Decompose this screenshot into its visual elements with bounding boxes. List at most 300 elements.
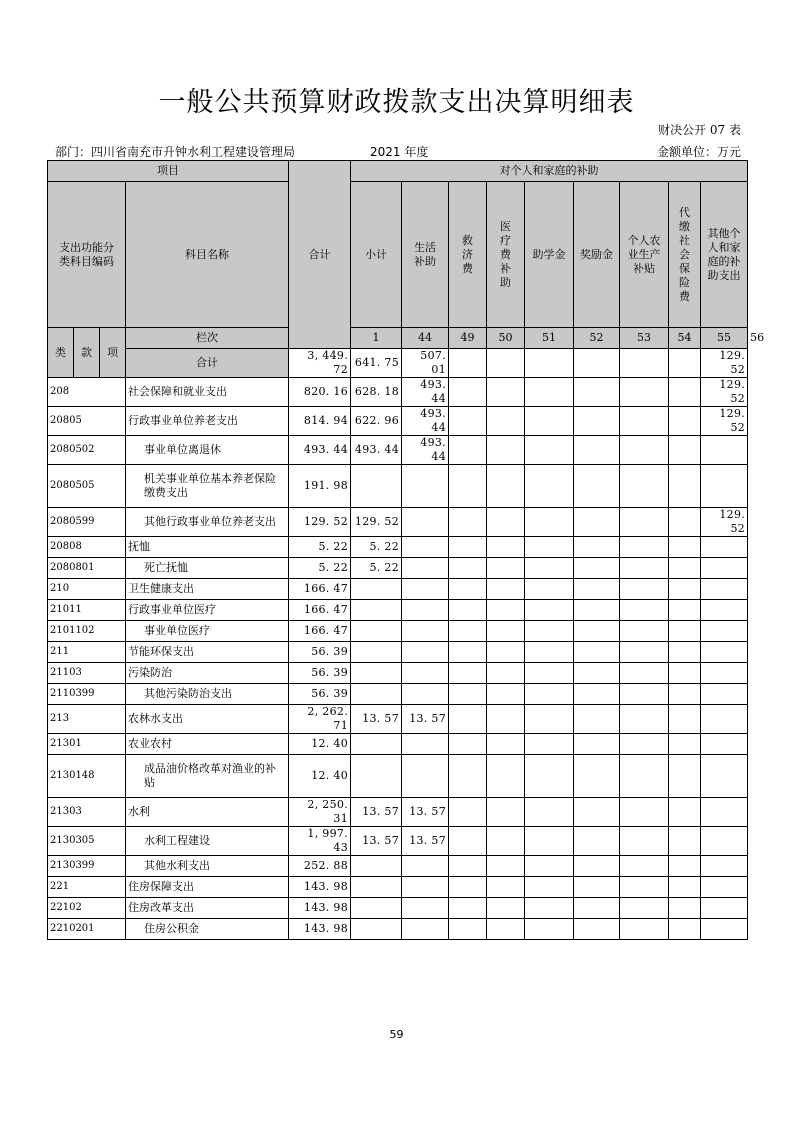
amount-cell: 13. 57 [402, 705, 449, 734]
amount-cell [525, 898, 574, 919]
amount-cell [620, 827, 669, 856]
subject-code: 2210201 [48, 919, 126, 940]
total-cell: 129. 52 [701, 349, 748, 378]
amount-cell [620, 798, 669, 827]
amount-cell [669, 705, 701, 734]
subject-name: 住房保障支出 [126, 877, 289, 898]
amount-cell [449, 642, 487, 663]
amount-cell [402, 734, 449, 755]
amount-cell: 13. 57 [351, 798, 402, 827]
amount-cell [449, 798, 487, 827]
amount-cell [525, 827, 574, 856]
col-number: 54 [669, 328, 701, 349]
subject-name: 污染防治 [126, 663, 289, 684]
amount-cell [669, 919, 701, 940]
amount-cell [574, 378, 620, 407]
amount-cell [525, 877, 574, 898]
amount-cell [351, 621, 402, 642]
amount-cell [449, 508, 487, 537]
amount-cell: 2, 250. 31 [289, 798, 351, 827]
amount-cell [487, 684, 525, 705]
subject-name: 水利工程建设 [126, 827, 289, 856]
subject-code: 211 [48, 642, 126, 663]
amount-cell [620, 537, 669, 558]
amount-cell [574, 465, 620, 508]
total-row-label: 合计 [126, 349, 289, 378]
col-number: 53 [620, 328, 669, 349]
amount-cell [620, 558, 669, 579]
amount-cell [525, 537, 574, 558]
amount-cell [487, 919, 525, 940]
amount-cell [574, 600, 620, 621]
amount-cell: 143. 98 [289, 898, 351, 919]
amount-cell: 493. 44 [289, 436, 351, 465]
amount-cell [487, 508, 525, 537]
amount-cell: 1, 997. 43 [289, 827, 351, 856]
amount-cell: 628. 18 [351, 378, 402, 407]
amount-cell [574, 755, 620, 798]
subject-name: 成品油价格改革对渔业的补贴 [126, 755, 289, 798]
amount-cell [574, 407, 620, 436]
subject-code: 21301 [48, 734, 126, 755]
subject-name: 水利 [126, 798, 289, 827]
header-total: 合计 [289, 161, 351, 349]
amount-cell [351, 856, 402, 877]
amount-cell [525, 705, 574, 734]
total-cell [525, 349, 574, 378]
amount-cell: 493. 44 [402, 378, 449, 407]
amount-cell [487, 465, 525, 508]
table-row [48, 579, 748, 600]
amount-cell [351, 919, 402, 940]
total-cell: 507. 01 [402, 349, 449, 378]
subject-code: 21011 [48, 600, 126, 621]
subject-name: 事业单位离退休 [126, 436, 289, 465]
amount-cell [351, 642, 402, 663]
amount-cell [449, 856, 487, 877]
amount-cell [669, 642, 701, 663]
amount-cell [620, 579, 669, 600]
amount-cell [620, 642, 669, 663]
fiscal-year: 2021 年度 [370, 145, 429, 159]
amount-cell [449, 898, 487, 919]
amount-cell [449, 684, 487, 705]
amount-cell: 166. 47 [289, 579, 351, 600]
amount-cell: 5. 22 [289, 537, 351, 558]
total-cell: 641. 75 [351, 349, 402, 378]
amount-cell [402, 684, 449, 705]
table-row [48, 898, 748, 919]
amount-cell [525, 558, 574, 579]
subject-name: 其他水利支出 [126, 856, 289, 877]
header-award: 奖励金 [574, 182, 620, 328]
amount-cell [449, 465, 487, 508]
amount-cell [669, 734, 701, 755]
subject-name: 抚恤 [126, 537, 289, 558]
amount-cell [701, 856, 748, 877]
amount-cell [620, 407, 669, 436]
amount-cell [402, 579, 449, 600]
amount-cell: 129. 52 [701, 508, 748, 537]
total-cell [574, 349, 620, 378]
subject-code: 2130399 [48, 856, 126, 877]
amount-cell [620, 755, 669, 798]
amount-cell: 13. 57 [351, 827, 402, 856]
header-kuan: 款 [74, 328, 100, 378]
amount-cell [669, 755, 701, 798]
amount-cell [449, 621, 487, 642]
subject-name: 住房公积金 [126, 919, 289, 940]
amount-cell: 2, 262. 71 [289, 705, 351, 734]
subject-code: 2101102 [48, 621, 126, 642]
amount-cell [487, 621, 525, 642]
amount-cell: 12. 40 [289, 755, 351, 798]
header-living: 生活补助 [402, 182, 449, 328]
col-number: 55 [701, 328, 748, 349]
amount-cell [449, 734, 487, 755]
header-farm: 个人农业生产补贴 [620, 182, 669, 328]
subject-code: 2130148 [48, 755, 126, 798]
amount-cell [701, 919, 748, 940]
amount-cell [620, 465, 669, 508]
amount-cell [525, 600, 574, 621]
amount-cell [525, 642, 574, 663]
amount-cell [701, 734, 748, 755]
table-row [48, 508, 748, 537]
amount-cell [574, 663, 620, 684]
amount-cell [402, 877, 449, 898]
amount-cell [669, 856, 701, 877]
amount-cell [620, 600, 669, 621]
header-lei: 类 [48, 328, 74, 378]
amount-cell [402, 465, 449, 508]
amount-cell [620, 877, 669, 898]
header-subject-name: 科目名称 [126, 182, 289, 328]
amount-cell [449, 919, 487, 940]
total-row [48, 349, 748, 378]
amount-cell [487, 705, 525, 734]
subject-code: 221 [48, 877, 126, 898]
amount-cell [449, 436, 487, 465]
amount-cell: 143. 98 [289, 919, 351, 940]
amount-cell [669, 621, 701, 642]
amount-cell [669, 436, 701, 465]
amount-cell [574, 856, 620, 877]
amount-cell: 493. 44 [351, 436, 402, 465]
amount-cell [574, 798, 620, 827]
col-number: 1 [351, 328, 402, 349]
table-row [48, 621, 748, 642]
subject-code: 2080502 [48, 436, 126, 465]
amount-cell [669, 407, 701, 436]
amount-cell [701, 558, 748, 579]
amount-cell [701, 684, 748, 705]
amount-cell [669, 898, 701, 919]
col-number: 52 [574, 328, 620, 349]
col-number: 44 [402, 328, 449, 349]
subject-code: 2080801 [48, 558, 126, 579]
total-cell: 3, 449. 72 [289, 349, 351, 378]
amount-cell [574, 919, 620, 940]
amount-cell [449, 600, 487, 621]
amount-cell: 191. 98 [289, 465, 351, 508]
amount-cell [574, 508, 620, 537]
amount-cell [574, 898, 620, 919]
subject-name: 其他污染防治支出 [126, 684, 289, 705]
amount-cell [351, 465, 402, 508]
amount-cell [351, 734, 402, 755]
amount-cell [402, 600, 449, 621]
header-family-subsidy: 对个人和家庭的补助 [351, 161, 748, 182]
amount-cell [449, 755, 487, 798]
amount-cell: 5. 22 [351, 537, 402, 558]
amount-cell [574, 684, 620, 705]
amount-cell: 5. 22 [289, 558, 351, 579]
amount-cell [449, 407, 487, 436]
amount-cell [620, 684, 669, 705]
amount-cell [669, 663, 701, 684]
amount-cell [487, 827, 525, 856]
amount-cell [701, 798, 748, 827]
subject-name: 农业农村 [126, 734, 289, 755]
table-row [48, 755, 748, 798]
amount-cell [620, 378, 669, 407]
amount-cell [701, 827, 748, 856]
amount-cell [574, 827, 620, 856]
amount-cell [487, 558, 525, 579]
amount-cell [525, 621, 574, 642]
amount-cell: 622. 96 [351, 407, 402, 436]
table-row [48, 919, 748, 940]
amount-cell [449, 537, 487, 558]
amount-cell [402, 642, 449, 663]
amount-cell: 820. 16 [289, 378, 351, 407]
amount-cell [701, 621, 748, 642]
amount-cell [574, 537, 620, 558]
amount-cell [487, 663, 525, 684]
table-row [48, 798, 748, 827]
amount-cell [620, 919, 669, 940]
amount-cell [620, 705, 669, 734]
amount-cell [449, 827, 487, 856]
amount-cell [669, 378, 701, 407]
subject-name: 事业单位医疗 [126, 621, 289, 642]
amount-cell [574, 705, 620, 734]
table-row [48, 705, 748, 734]
amount-cell [525, 798, 574, 827]
total-cell [487, 349, 525, 378]
amount-cell [620, 663, 669, 684]
amount-cell [525, 684, 574, 705]
amount-cell [487, 436, 525, 465]
col-number: 51 [525, 328, 574, 349]
page-title: 一般公共预算财政拨款支出决算明细表 [158, 87, 635, 118]
amount-cell: 252. 88 [289, 856, 351, 877]
table-row [48, 877, 748, 898]
table-row [48, 600, 748, 621]
subject-name: 机关事业单位基本养老保险缴费支出 [126, 465, 289, 508]
amount-cell [402, 508, 449, 537]
header-lanci: 栏次 [126, 328, 289, 349]
table-row [48, 465, 748, 508]
total-cell [620, 349, 669, 378]
amount-cell [525, 755, 574, 798]
amount-cell: 12. 40 [289, 734, 351, 755]
amount-cell [487, 734, 525, 755]
subject-code: 21303 [48, 798, 126, 827]
amount-cell: 5. 22 [351, 558, 402, 579]
subject-code: 208 [48, 378, 126, 407]
subject-code: 210 [48, 579, 126, 600]
subject-name: 其他行政事业单位养老支出 [126, 508, 289, 537]
amount-cell [669, 684, 701, 705]
table-row [48, 558, 748, 579]
amount-cell [669, 537, 701, 558]
amount-cell [701, 755, 748, 798]
amount-cell [402, 898, 449, 919]
amount-cell [669, 558, 701, 579]
amount-cell [669, 508, 701, 537]
subject-name: 社会保障和就业支出 [126, 378, 289, 407]
table-row [48, 663, 748, 684]
amount-cell [620, 508, 669, 537]
subject-name: 行政事业单位养老支出 [126, 407, 289, 436]
amount-cell: 493. 44 [402, 407, 449, 436]
amount-cell [487, 537, 525, 558]
amount-cell [487, 600, 525, 621]
amount-cell [402, 856, 449, 877]
amount-cell [487, 898, 525, 919]
table-row [48, 537, 748, 558]
subject-code: 21103 [48, 663, 126, 684]
amount-cell [574, 621, 620, 642]
amount-cell: 13. 57 [351, 705, 402, 734]
amount-cell [574, 579, 620, 600]
total-cell [669, 349, 701, 378]
amount-cell [449, 579, 487, 600]
amount-cell [701, 537, 748, 558]
amount-cell [701, 663, 748, 684]
header-student: 助学金 [525, 182, 574, 328]
amount-cell [449, 877, 487, 898]
form-number: 财决公开 07 表 [658, 123, 741, 137]
amount-cell [620, 734, 669, 755]
amount-cell [620, 621, 669, 642]
page-number: 59 [389, 1028, 404, 1041]
amount-cell [574, 642, 620, 663]
amount-cell [525, 436, 574, 465]
amount-cell [525, 378, 574, 407]
amount-cell [669, 579, 701, 600]
amount-cell [487, 579, 525, 600]
amount-cell [701, 642, 748, 663]
amount-cell [351, 877, 402, 898]
amount-cell [701, 579, 748, 600]
amount-cell [351, 579, 402, 600]
amount-cell: 143. 98 [289, 877, 351, 898]
header-func-code: 支出功能分类科目编码 [48, 182, 126, 328]
amount-cell [351, 755, 402, 798]
table-row [48, 436, 748, 465]
amount-cell [574, 734, 620, 755]
subject-code: 20808 [48, 537, 126, 558]
amount-cell [669, 798, 701, 827]
total-cell [449, 349, 487, 378]
table-row [48, 642, 748, 663]
table-row [48, 827, 748, 856]
subject-code: 2080505 [48, 465, 126, 508]
amount-cell [525, 734, 574, 755]
header-other: 其他个人和家庭的补助支出 [701, 182, 748, 328]
amount-cell [701, 436, 748, 465]
amount-cell [574, 877, 620, 898]
amount-cell [351, 898, 402, 919]
amount-cell [525, 508, 574, 537]
amount-cell [701, 600, 748, 621]
amount-cell [525, 465, 574, 508]
amount-cell [449, 663, 487, 684]
amount-cell [402, 621, 449, 642]
amount-cell: 129. 52 [351, 508, 402, 537]
amount-cell [669, 600, 701, 621]
subject-name: 死亡抚恤 [126, 558, 289, 579]
amount-cell [669, 827, 701, 856]
amount-cell: 56. 39 [289, 684, 351, 705]
amount-cell [487, 755, 525, 798]
amount-cell [574, 558, 620, 579]
department-label: 部门：四川省南充市升钟水利工程建设管理局 [55, 145, 296, 159]
table-row [48, 378, 748, 407]
header-xiang: 项 [100, 328, 126, 378]
amount-cell [701, 465, 748, 508]
amount-cell [351, 684, 402, 705]
amount-cell: 166. 47 [289, 600, 351, 621]
amount-cell [620, 898, 669, 919]
amount-cell [487, 798, 525, 827]
amount-cell: 56. 39 [289, 663, 351, 684]
amount-cell [402, 755, 449, 798]
subject-code: 2080599 [48, 508, 126, 537]
amount-cell: 493. 44 [402, 436, 449, 465]
amount-cell: 129. 52 [701, 407, 748, 436]
amount-cell [525, 663, 574, 684]
amount-cell [449, 705, 487, 734]
amount-cell: 56. 39 [289, 642, 351, 663]
subject-code: 213 [48, 705, 126, 734]
subject-name: 节能环保支出 [126, 642, 289, 663]
amount-cell [487, 407, 525, 436]
subject-code: 2130305 [48, 827, 126, 856]
amount-cell [525, 579, 574, 600]
subject-name: 行政事业单位医疗 [126, 600, 289, 621]
amount-cell [402, 919, 449, 940]
amount-cell: 13. 57 [402, 798, 449, 827]
amount-cell [449, 378, 487, 407]
subject-code: 20805 [48, 407, 126, 436]
amount-cell [669, 877, 701, 898]
col-number: 49 [449, 328, 487, 349]
subject-code: 2110399 [48, 684, 126, 705]
amount-cell [701, 705, 748, 734]
amount-cell [525, 919, 574, 940]
amount-cell [701, 898, 748, 919]
header-social: 代缴社会保险费 [669, 182, 701, 328]
amount-cell [669, 465, 701, 508]
amount-cell [402, 663, 449, 684]
amount-cell [351, 600, 402, 621]
amount-cell [701, 877, 748, 898]
table-row [48, 734, 748, 755]
